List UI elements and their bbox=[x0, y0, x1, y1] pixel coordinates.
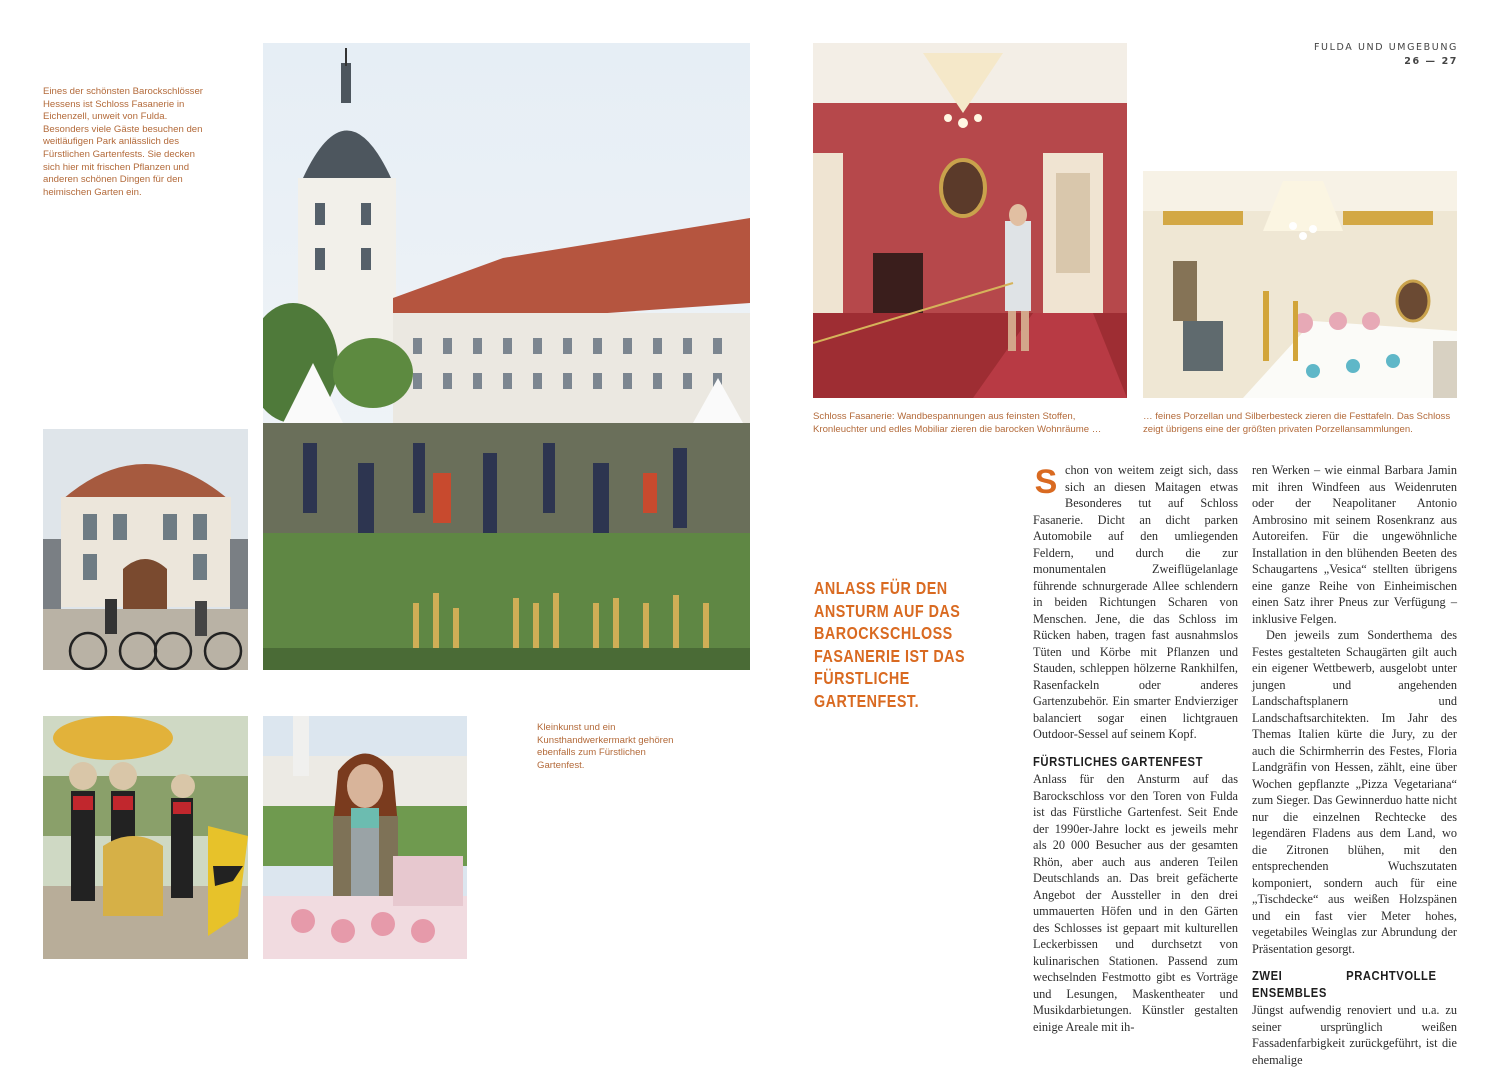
pull-quote: ANLASS FÜR DEN ANSTURM AUF DAS BAROCKSCHLOSS FASANERIE IST DAS FÜRSTLICHE GARTENFEST. bbox=[814, 578, 966, 711]
dropcap-letter bbox=[1033, 466, 1059, 496]
article-paragraph-3: ren Werken – wie einmal Barbara Jamin mit ihren Windfeen aus Weidenruten oder der Neapolitaner Antonio Ambrosino mit seinem Rosenkranz aus Autoreifen. Für die ungewöhnliche Installation in den blühenden Beeten des Schaugartens „Vesica“ stellten übrigens eine ganze Reihe von Einheimischen einen Satz ihrer Pneus zur Verfügung – inklusive Felgen. bbox=[1252, 463, 1457, 626]
castle-festival-photo bbox=[263, 43, 750, 670]
subheading-fuerstliches-gartenfest: FÜRSTLICHES GARTENFEST bbox=[1033, 754, 1204, 769]
article-paragraph-1: chon von weitem zeigt sich, dass sich an diesen Maitagen etwas Besonderes tut auf Schloss Fasanerie. Dicht an dicht parken Automobile auf den umliegenden Feldern, und durch die zur monumentalen Zweiflügelanlage führende schnurgerade Allee schlendern in beiden Richtungen Scharen von Menschen. Jene, die das Schloss im Rücken haben, tragen fast ausnahmslos Tüten und Körbe mit Pflanzen und Stauden, schleppen hölzerne Rankhilfen, Rasenfackeln oder anderes Gartenzubehör. Ein smarter Endvierziger balanciert sogar einen lichtgrauen Outdoor-Sessel auf seinem Kopf. bbox=[1033, 463, 1238, 741]
svg-text:S: S bbox=[1034, 466, 1058, 496]
article-paragraph-4: Den jeweils zum Sonderthema des Festes gestalteten Schaugärten gilt auch ein eigener Wettbewerb, ausgelobt unter jungen und angehenden Landschaftsplanern und Landschaftsarchitekten. Im Jahr des Themas Italien kürte die Jury, zu der auch die Schirmherrin des Festes, Floria Landgräfin von Hessen, zählt, eine über Wochen gepflanzte „Pizza Vegetariana“ zum Sieger. Das Gewinnerduo hatte nicht nur die einzelnen Rechtecke des legendären Fladens aus dem Land, wo die Zitronen blühen, mit den entsprechenden Wuchszutaten komponiert, sondern auch für eine „Tischdecke“ aus weißen Holzspänen und ein fast vier Meter hohes, vegetabiles Weinglas zur Abrundung der Präsentation gesorgt. bbox=[1252, 628, 1457, 956]
palace-facade-photo bbox=[43, 429, 248, 670]
caption-kleinkunst: Kleinkunst und ein Kunsthandwerkermarkt gehören ebenfalls zum Fürstlichen Gartenfest. bbox=[537, 722, 674, 771]
caption-fasanerie-intro: Eines der schönsten Barockschlösser Hessens ist Schloss Fasanerie in Eichenzell, unweit von Fulda. Besonders viele Gäste besuchen den weitläufigen Park anlässlich des Fürstlichen Gartenfests. Sie decken sich hier mit frischen Pflanzen und anderen schönen Dingen für den heimischen Garten ein. bbox=[43, 86, 203, 198]
page-numbers: 26 — 27 bbox=[1404, 56, 1458, 67]
caption-wandbespannungen: Schloss Fasanerie: Wandbespannungen aus feinsten Stoffen, Kronleuchter und edles Mobiliar zieren die barocken Wohnräume … bbox=[813, 411, 1102, 435]
section-title: FULDA UND UMGEBUNG bbox=[1313, 42, 1458, 53]
article-paragraph-2: Anlass für den Ansturm auf das Barockschloss vor den Toren von Fulda ist das Fürstliche Gartenfest. Seit Ende der 1990er-Jahre lockt es jeweils mehr als 20 000 Besucher aus der gesamten Rhön, aber auch aus anderen Teilen Deutschlands an. Das breit gefächerte Angebot der Aussteller in den drei ummauerten Höfen und in den Gärten des Schlosses ist gepaart mit kulturellen Leckerbissen und durchsetzt von kulinarischen Stationen. Passend zum wechselnden Festmotto gibt es Vorträge und Lesungen, Maskentheater und Musikdarbietungen. Künstler gestalten einige Areale mit ih- bbox=[1033, 772, 1238, 1034]
dining-porcelain-photo bbox=[1143, 171, 1457, 398]
market-vendor-photo bbox=[263, 716, 467, 959]
subheading-zwei-prachtvolle-ensembles: ZWEI PRACHTVOLLE ENSEMBLES bbox=[1252, 969, 1437, 1000]
performers-photo bbox=[43, 716, 248, 959]
article-column-1 bbox=[1033, 462, 1238, 1035]
article-paragraph-5: Jüngst aufwendig renoviert und u.a. zu seiner ursprünglich weißen Fassadenfarbigkeit zurückgeführt, ist die ehemalige bbox=[1252, 1003, 1457, 1067]
caption-porzellan: … feines Porzellan und Silberbesteck zieren die Festtafeln. Das Schloss zeigt übrigens eine der größten privaten Porzellansammlungen. bbox=[1143, 411, 1451, 435]
red-salon-photo bbox=[813, 43, 1127, 398]
article-column-2 bbox=[1252, 462, 1457, 1068]
